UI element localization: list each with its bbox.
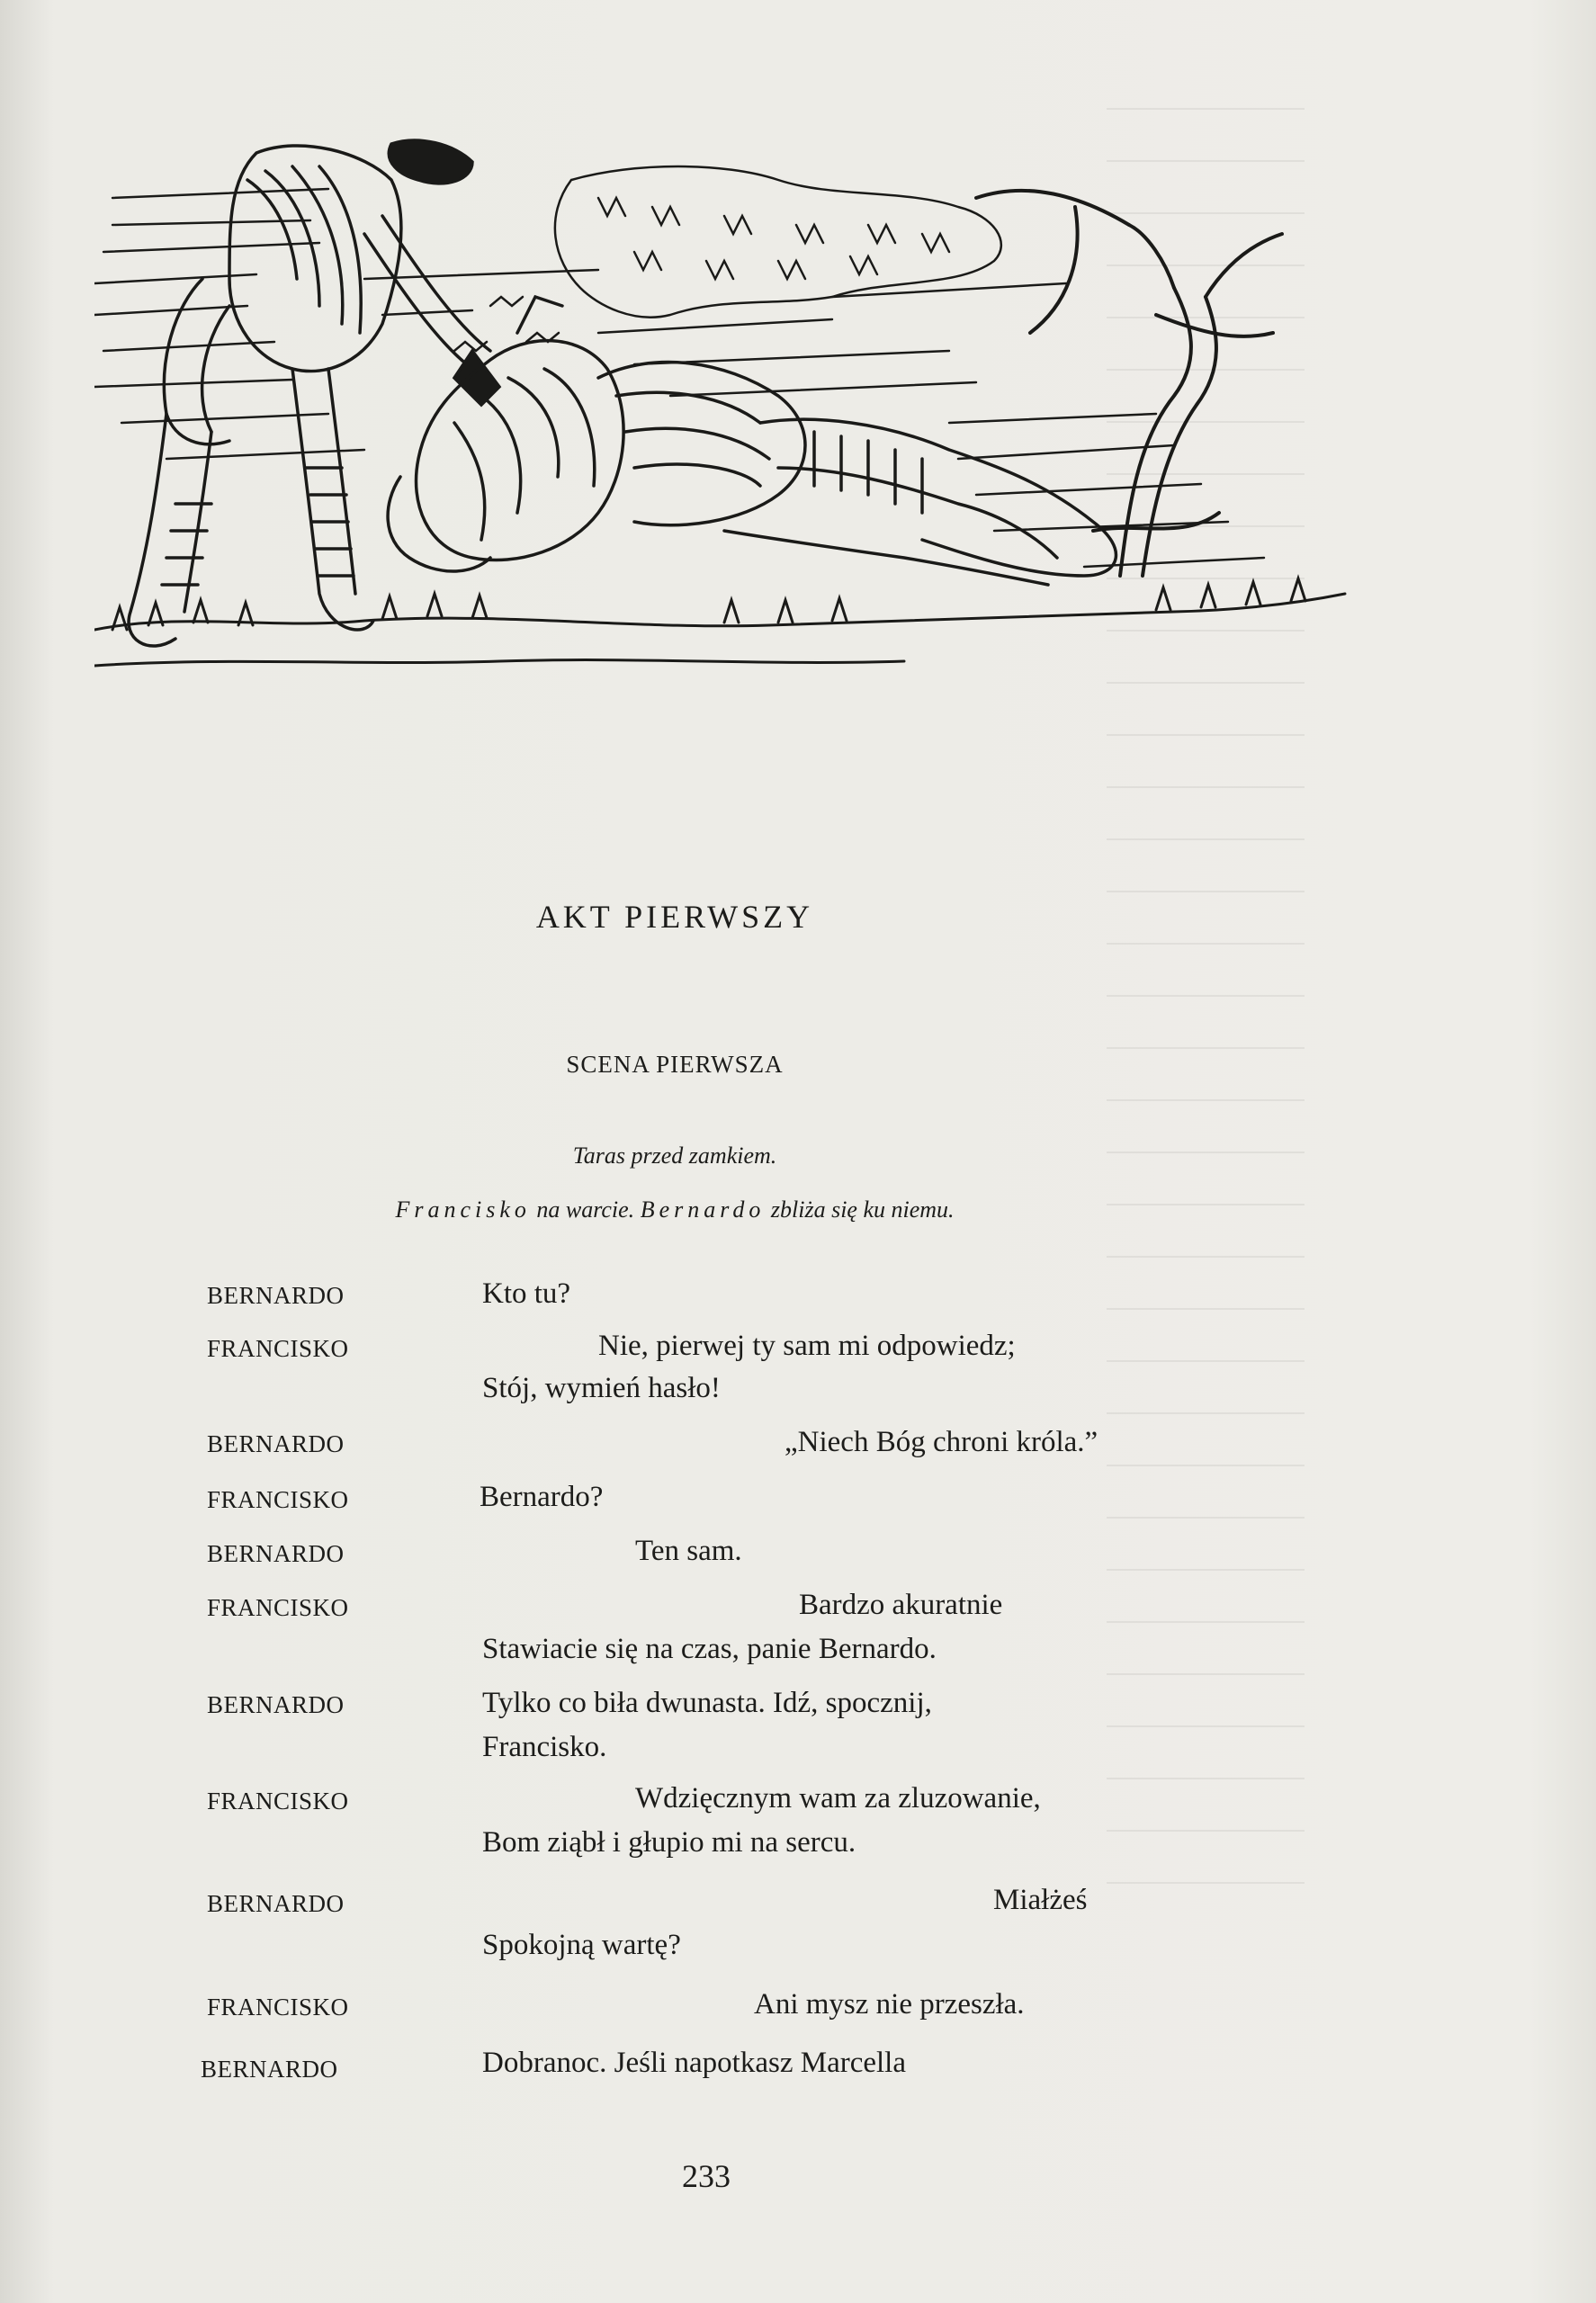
foliage [454, 166, 1001, 351]
dialogue-line: Francisko. [482, 1731, 607, 1763]
dialogue-line: Ani mysz nie przeszła. [754, 1988, 1025, 2021]
act-title: AKT PIERWSZY [535, 899, 814, 935]
speaker-name: FRANCISKO [207, 1594, 349, 1621]
speaker-name: FRANCISKO [207, 1788, 349, 1815]
speaker-name: BERNARDO [207, 1540, 345, 1567]
stage-text-2: zbliża się ku niemu. [765, 1196, 955, 1223]
page-number: 233 [682, 2158, 731, 2194]
stage-text-1: na warcie. [530, 1196, 641, 1223]
dialogue-line: Dobranoc. Jeśli napotkasz Marcella [482, 2047, 906, 2079]
speaker-name: BERNARDO [207, 1691, 345, 1718]
dialogue-line: Spokojną wartę? [482, 1929, 681, 1961]
tree [976, 191, 1282, 576]
dialogue-line: Stawiacie się na czas, panie Bernardo. [482, 1633, 937, 1665]
dialogue-line: Bom ziąbł i głupio mi na sercu. [482, 1826, 856, 1859]
dialogue-line: Miałżeś [993, 1884, 1088, 1916]
speaker-name: BERNARDO [201, 2056, 338, 2083]
dialogue-line: Tylko co biła dwunasta. Idź, spocznij, [482, 1687, 932, 1719]
stage-direction-action [0, 1196, 1349, 1223]
stage-direction-setting: Taras przed zamkiem. [572, 1143, 777, 1169]
dialogue-line: „Niech Bóg chroni króla.” [785, 1426, 1098, 1458]
stage-name-francisko: Francisko [395, 1196, 531, 1223]
dialogue-line: Stój, wymień hasło! [482, 1372, 721, 1404]
speaker-name: BERNARDO [207, 1430, 345, 1457]
sky-hatching [94, 189, 1264, 567]
dialogue-line: Bardzo akuratnie [799, 1589, 1003, 1621]
dialogue-line: Ten sam. [635, 1535, 742, 1567]
woodcut-illustration [94, 126, 1349, 702]
dialogue-line: Wdzięcznym wam za zluzowanie, [635, 1782, 1041, 1815]
stage-name-bernardo: Bernardo [640, 1196, 766, 1223]
speaker-name: BERNARDO [207, 1282, 345, 1309]
dialogue-line: Nie, pierwej ty sam mi odpowiedz; [598, 1330, 1016, 1362]
scene-title: SCENA PIERWSZA [566, 1051, 784, 1078]
dialogue-line: Bernardo? [480, 1481, 604, 1513]
speaker-name: FRANCISKO [207, 1486, 349, 1513]
lying-figure [388, 297, 1116, 585]
speaker-name: FRANCISKO [207, 1994, 349, 2021]
speaker-name: BERNARDO [207, 1890, 345, 1917]
speaker-name: FRANCISKO [207, 1335, 349, 1362]
ground-grass [94, 578, 1345, 666]
dialogue-line: Kto tu? [482, 1277, 571, 1310]
